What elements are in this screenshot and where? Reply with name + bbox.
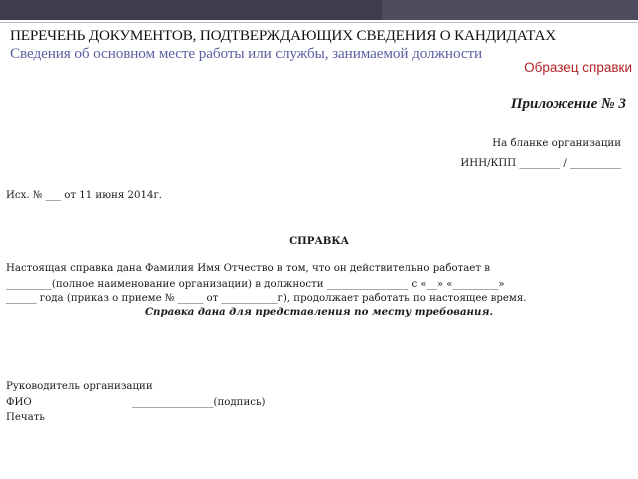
stamp-label: Печать — [6, 412, 45, 423]
page-subtitle: Сведения об основном месте работы или службы, занимаемой должности — [10, 45, 483, 62]
outgoing-number: Исх. № ___ от 11 июня 2014г. — [6, 190, 163, 201]
appendix-number: Приложение № 3 — [510, 96, 626, 112]
fio-row — [6, 397, 266, 408]
sample-label: Образец справки — [524, 60, 632, 75]
body-line-2: _________(полное наименование организации) в должности ________________ с «__» «_________» — [6, 279, 505, 290]
body-line-1: Настоящая справка дана Фамилия Имя Отчество в том, что он действительно работает в — [6, 263, 490, 274]
certificate-heading: СПРАВКА — [289, 235, 349, 247]
fio-label: ФИО — [6, 397, 32, 408]
inn-kpp-line: ИНН/КПП ________ / __________ — [460, 158, 621, 169]
body-line-3: ______ года (приказ о приеме № _____ от ___________г), продолжает работать по настоящее время. — [6, 293, 527, 304]
page-title: ПЕРЕЧЕНЬ ДОКУМЕНТОВ, ПОДТВЕРЖДАЮЩИХ СВЕДЕНИЯ О КАНДИДАТАХ — [10, 27, 557, 44]
purpose-line: Справка дана для представления по месту требования. — [144, 306, 494, 318]
signature-line: ________________(подпись) — [132, 397, 266, 408]
letterhead-note: На бланке организации — [492, 138, 621, 149]
signatory-title: Руководитель организации — [6, 381, 153, 392]
top-bar-accent — [382, 0, 638, 20]
header-divider — [0, 22, 638, 23]
top-bar — [0, 0, 638, 20]
